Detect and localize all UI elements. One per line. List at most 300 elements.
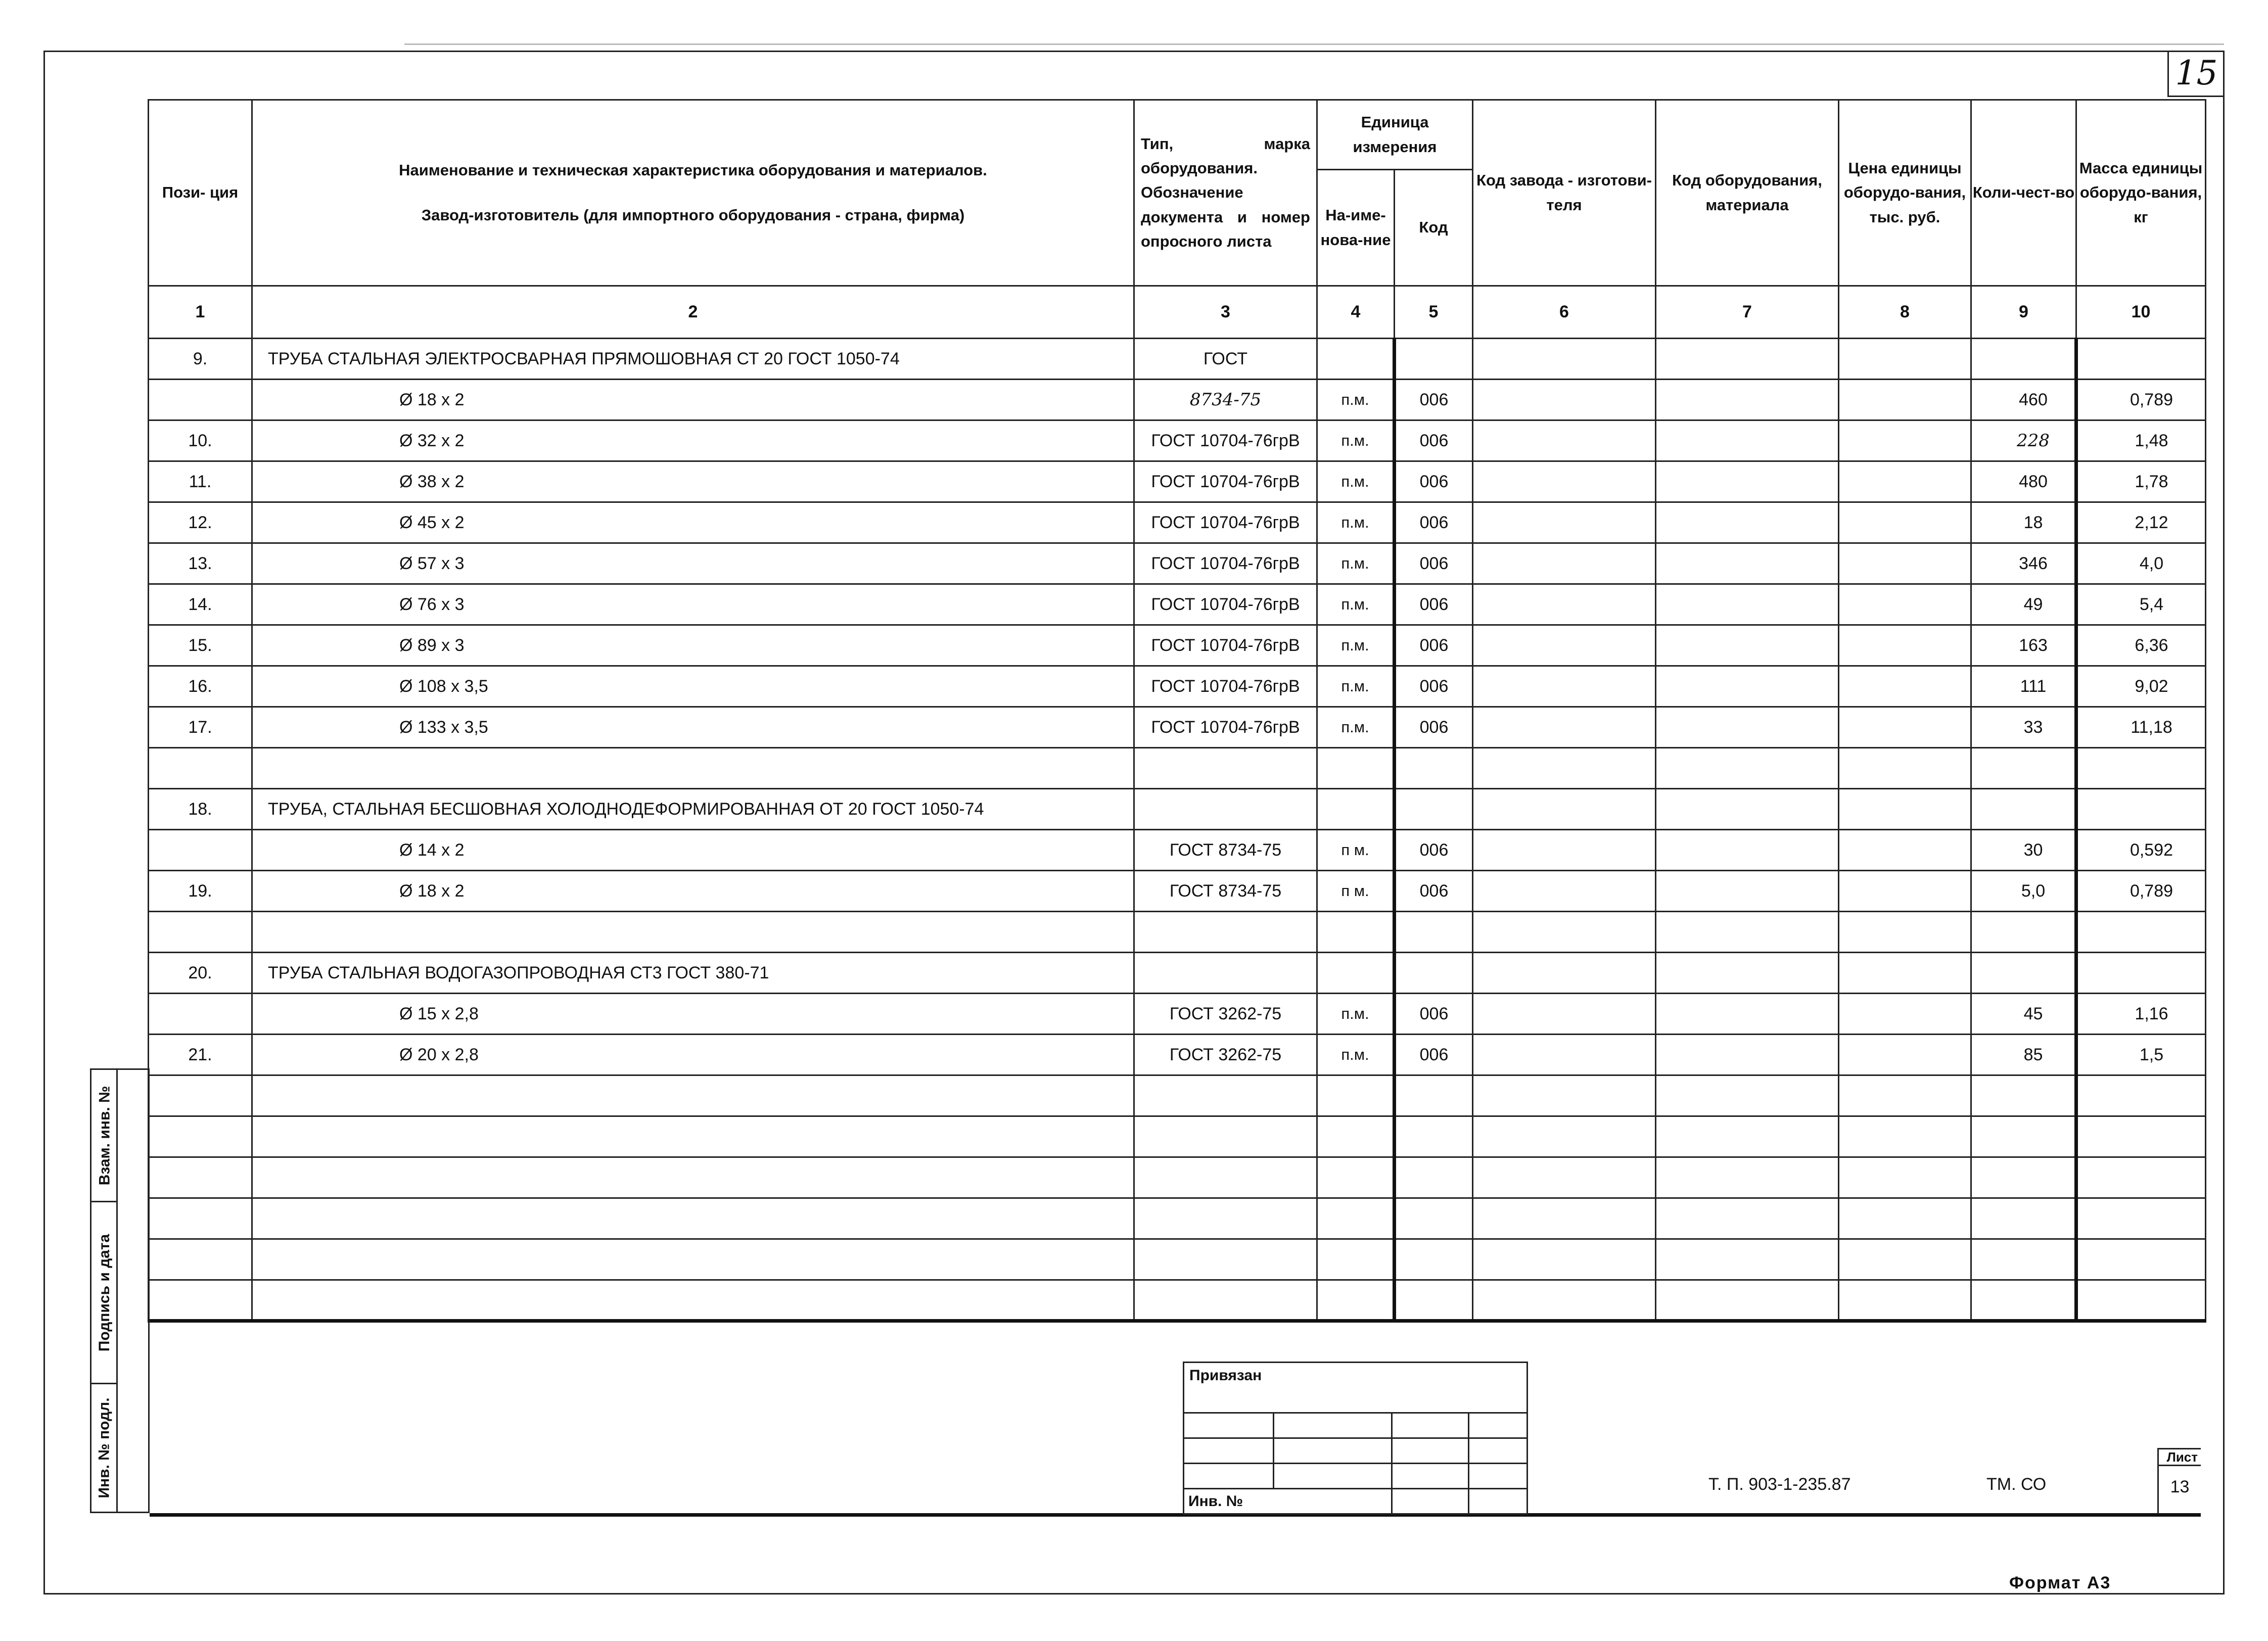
cell-c6 — [1473, 994, 1656, 1035]
cell-c6 — [1473, 339, 1656, 380]
cell-unit — [1317, 1239, 1395, 1280]
cell-mass: 1,5 — [2076, 1035, 2206, 1075]
cell-name: ТРУБА СТАЛЬНАЯ ЭЛЕКТРОСВАРНАЯ ПРЯМОШОВНАЯ СТ 20 ГОСТ 1050-74 — [252, 339, 1134, 380]
cell-type: ГОСТ 10704-76грВ — [1134, 461, 1317, 502]
cell-type: ГОСТ 3262-75 — [1134, 1035, 1317, 1075]
table-row — [149, 461, 2206, 502]
specification-rows — [149, 339, 2206, 1321]
cell-name — [252, 912, 1134, 953]
stamp-inv-label: Инв. № — [1184, 1489, 1392, 1514]
cell-qty — [1971, 789, 2076, 830]
cell-mass — [2076, 789, 2206, 830]
cell-code: 006 — [1395, 543, 1473, 584]
table-row — [149, 1075, 2206, 1116]
cell-c8 — [1839, 748, 1971, 789]
table-row — [149, 830, 2206, 871]
cell-unit: п.м. — [1317, 420, 1395, 461]
header-quantity: Коли-чест-во — [1971, 100, 2076, 286]
cell-unit: п.м. — [1317, 666, 1395, 707]
sheet-value: 13 — [2170, 1477, 2190, 1496]
cell-mass — [2076, 912, 2206, 953]
cell-code: 006 — [1395, 871, 1473, 912]
cell-pos — [149, 1198, 252, 1239]
cell-name: ТРУБА СТАЛЬНАЯ ВОДОГАЗОПРОВОДНАЯ СТ3 ГОСТ 380-71 — [252, 953, 1134, 994]
cell-mass: 0,592 — [2076, 830, 2206, 871]
cell-pos: 18. — [149, 789, 252, 830]
cell-code — [1395, 1280, 1473, 1321]
cell-code — [1395, 1116, 1473, 1157]
cell-code — [1395, 789, 1473, 830]
cell-name: Ø 45 x 2 — [252, 502, 1134, 543]
cell-type — [1134, 789, 1317, 830]
cell-c7 — [1656, 1035, 1839, 1075]
cell-qty — [1971, 953, 2076, 994]
stamp-linked-label: Привязан — [1184, 1363, 1528, 1413]
cell-qty: 5,0 — [1971, 871, 2076, 912]
cell-c8 — [1839, 420, 1971, 461]
cell-c7 — [1656, 1157, 1839, 1198]
cell-name: Ø 108 x 3,5 — [252, 666, 1134, 707]
cell-mass: 1,48 — [2076, 420, 2206, 461]
header-unit-code: Код — [1395, 170, 1473, 286]
cell-c7 — [1656, 543, 1839, 584]
cell-unit — [1317, 1116, 1395, 1157]
cell-name: Ø 15 x 2,8 — [252, 994, 1134, 1035]
cell-c8 — [1839, 1239, 1971, 1280]
cell-qty: 30 — [1971, 830, 2076, 871]
cell-qty — [1971, 912, 2076, 953]
cell-name — [252, 1116, 1134, 1157]
cell-c7 — [1656, 1280, 1839, 1321]
cell-name: Ø 32 x 2 — [252, 420, 1134, 461]
cell-mass — [2076, 339, 2206, 380]
cell-qty — [1971, 1239, 2076, 1280]
cell-type — [1134, 953, 1317, 994]
cell-c7 — [1656, 830, 1839, 871]
cell-code: 006 — [1395, 994, 1473, 1035]
cell-type: ГОСТ 10704-76грВ — [1134, 502, 1317, 543]
header-mass: Масса единицы оборудо-вания, кг — [2076, 100, 2206, 286]
table-row — [149, 666, 2206, 707]
cell-unit: п.м. — [1317, 707, 1395, 748]
cell-c8 — [1839, 994, 1971, 1035]
cell-code — [1395, 339, 1473, 380]
cell-mass — [2076, 748, 2206, 789]
col-number: 4 — [1317, 286, 1395, 339]
cell-type — [1134, 1280, 1317, 1321]
header-name-line2: Завод-изготовитель (для импортного оборудования - страна, фирма) — [421, 206, 965, 224]
cell-code: 006 — [1395, 584, 1473, 625]
side-label-replaced-inv: Взам. инв. № — [91, 1070, 118, 1202]
cell-c8 — [1839, 953, 1971, 994]
cell-unit: п м. — [1317, 871, 1395, 912]
cell-mass — [2076, 1198, 2206, 1239]
cell-name — [252, 1198, 1134, 1239]
cell-qty: 346 — [1971, 543, 2076, 584]
cell-unit — [1317, 1280, 1395, 1321]
header-unit-group: Единица измерения — [1317, 100, 1473, 170]
header-price: Цена единицы оборудо-вания, тыс. руб. — [1839, 100, 1971, 286]
cell-c7 — [1656, 1116, 1839, 1157]
side-label-column — [91, 1070, 118, 1512]
cell-c8 — [1839, 666, 1971, 707]
cell-type: ГОСТ 10704-76грВ — [1134, 666, 1317, 707]
table-row — [149, 953, 2206, 994]
cell-code: 006 — [1395, 502, 1473, 543]
cell-c7 — [1656, 666, 1839, 707]
cell-c7 — [1656, 502, 1839, 543]
cell-c6 — [1473, 461, 1656, 502]
cell-c6 — [1473, 789, 1656, 830]
cell-unit — [1317, 912, 1395, 953]
cell-code: 006 — [1395, 420, 1473, 461]
cell-code — [1395, 1198, 1473, 1239]
document-code: Т. П. 903-1-235.87 — [1708, 1475, 1851, 1494]
cell-c8 — [1839, 625, 1971, 666]
sheet-label: Лист — [2159, 1449, 2201, 1466]
cell-qty — [1971, 1198, 2076, 1239]
cell-unit: п.м. — [1317, 502, 1395, 543]
cell-qty: 228 — [1971, 420, 2076, 461]
cell-unit: п.м. — [1317, 1035, 1395, 1075]
cell-pos: 15. — [149, 625, 252, 666]
cell-c6 — [1473, 1035, 1656, 1075]
cell-c7 — [1656, 1198, 1839, 1239]
cell-c7 — [1656, 1075, 1839, 1116]
cell-c7 — [1656, 584, 1839, 625]
cell-c6 — [1473, 912, 1656, 953]
header-factory-code: Код завода - изготови-теля — [1473, 100, 1656, 286]
cell-type: ГОСТ 10704-76грВ — [1134, 584, 1317, 625]
cell-c7 — [1656, 871, 1839, 912]
col-number: 10 — [2076, 286, 2206, 339]
table-row — [149, 707, 2206, 748]
cell-type: ГОСТ 10704-76грВ — [1134, 543, 1317, 584]
col-number: 7 — [1656, 286, 1839, 339]
cell-c6 — [1473, 625, 1656, 666]
cell-pos — [149, 1075, 252, 1116]
cell-qty: 111 — [1971, 666, 2076, 707]
cell-c6 — [1473, 1157, 1656, 1198]
table-row — [149, 502, 2206, 543]
cell-c7 — [1656, 339, 1839, 380]
equipment-specification-table — [148, 99, 2206, 1323]
cell-unit: п.м. — [1317, 543, 1395, 584]
cell-c6 — [1473, 1198, 1656, 1239]
cell-c8 — [1839, 871, 1971, 912]
cell-pos — [149, 380, 252, 420]
cell-c8 — [1839, 1035, 1971, 1075]
cell-type: ГОСТ 8734-75 — [1134, 830, 1317, 871]
table-row — [149, 912, 2206, 953]
sheet-box — [2157, 1448, 2201, 1514]
cell-unit — [1317, 953, 1395, 994]
cell-c8 — [1839, 1280, 1971, 1321]
cell-mass — [2076, 953, 2206, 994]
col-number: 1 — [149, 286, 252, 339]
table-row — [149, 1280, 2206, 1321]
col-number: 6 — [1473, 286, 1656, 339]
cell-c7 — [1656, 953, 1839, 994]
cell-unit: п.м. — [1317, 625, 1395, 666]
cell-type — [1134, 1157, 1317, 1198]
cell-type — [1134, 1198, 1317, 1239]
cell-c6 — [1473, 543, 1656, 584]
cell-c8 — [1839, 1075, 1971, 1116]
cell-c6 — [1473, 1239, 1656, 1280]
cell-mass: 11,18 — [2076, 707, 2206, 748]
cell-mass — [2076, 1075, 2206, 1116]
cell-c8 — [1839, 543, 1971, 584]
cell-type: 8734-75 — [1134, 380, 1317, 420]
cell-c6 — [1473, 748, 1656, 789]
cell-unit — [1317, 339, 1395, 380]
table-row — [149, 1198, 2206, 1239]
header-equipment-code: Код оборудования, материала — [1656, 100, 1839, 286]
cell-c8 — [1839, 912, 1971, 953]
cell-code: 006 — [1395, 380, 1473, 420]
cell-qty: 163 — [1971, 625, 2076, 666]
col-number: 3 — [1134, 286, 1317, 339]
cell-mass — [2076, 1116, 2206, 1157]
cell-type: ГОСТ 10704-76грВ — [1134, 625, 1317, 666]
cell-c7 — [1656, 1239, 1839, 1280]
table-row — [149, 1116, 2206, 1157]
cell-pos: 9. — [149, 339, 252, 380]
cell-qty — [1971, 1075, 2076, 1116]
header-name — [252, 100, 1134, 286]
cell-c8 — [1839, 707, 1971, 748]
cell-code — [1395, 953, 1473, 994]
cell-c6 — [1473, 953, 1656, 994]
cell-qty — [1971, 1157, 2076, 1198]
cell-c7 — [1656, 912, 1839, 953]
cell-pos — [149, 830, 252, 871]
handwritten-sheet-number: 15 — [2167, 51, 2224, 97]
cell-c7 — [1656, 380, 1839, 420]
cell-code — [1395, 1239, 1473, 1280]
col-number: 9 — [1971, 286, 2076, 339]
cell-c6 — [1473, 1116, 1656, 1157]
cell-mass: 4,0 — [2076, 543, 2206, 584]
col-number: 8 — [1839, 286, 1971, 339]
table-row — [149, 1157, 2206, 1198]
cell-c8 — [1839, 461, 1971, 502]
cell-unit — [1317, 1157, 1395, 1198]
cell-name: Ø 133 x 3,5 — [252, 707, 1134, 748]
table-row — [149, 871, 2206, 912]
cell-code: 006 — [1395, 1035, 1473, 1075]
side-label-original-inv: Инв. № подл. — [96, 1397, 113, 1498]
cell-pos — [149, 1280, 252, 1321]
cell-c7 — [1656, 707, 1839, 748]
cell-name: ТРУБА, СТАЛЬНАЯ БЕСШОВНАЯ ХОЛОДНОДЕФОРМИРОВАННАЯ ОТ 20 ГОСТ 1050-74 — [252, 789, 1134, 830]
cell-mass: 0,789 — [2076, 871, 2206, 912]
cell-pos: 10. — [149, 420, 252, 461]
format-label: Формат А3 — [2009, 1573, 2111, 1592]
cell-pos: 17. — [149, 707, 252, 748]
cell-code — [1395, 912, 1473, 953]
cell-pos: 14. — [149, 584, 252, 625]
cell-type — [1134, 1116, 1317, 1157]
cell-unit: п.м. — [1317, 380, 1395, 420]
cell-code: 006 — [1395, 461, 1473, 502]
table-row — [149, 994, 2206, 1035]
cell-qty: 18 — [1971, 502, 2076, 543]
cell-mass: 9,02 — [2076, 666, 2206, 707]
cell-pos — [149, 994, 252, 1035]
cell-code: 006 — [1395, 707, 1473, 748]
cell-qty: 85 — [1971, 1035, 2076, 1075]
cell-type — [1134, 1075, 1317, 1116]
cell-unit: п.м. — [1317, 461, 1395, 502]
cell-code — [1395, 1075, 1473, 1116]
table-row — [149, 380, 2206, 420]
cell-unit: п.м. — [1317, 584, 1395, 625]
cell-name — [252, 1239, 1134, 1280]
cell-c8 — [1839, 789, 1971, 830]
cell-pos — [149, 912, 252, 953]
cell-qty: 49 — [1971, 584, 2076, 625]
cell-qty — [1971, 339, 2076, 380]
cell-type: ГОСТ 8734-75 — [1134, 871, 1317, 912]
table-row — [149, 584, 2206, 625]
cell-c8 — [1839, 1116, 1971, 1157]
cell-name: Ø 89 x 3 — [252, 625, 1134, 666]
cell-c6 — [1473, 666, 1656, 707]
cell-mass — [2076, 1280, 2206, 1321]
cell-name: Ø 14 x 2 — [252, 830, 1134, 871]
cell-type: ГОСТ 10704-76грВ — [1134, 707, 1317, 748]
cell-mass: 2,12 — [2076, 502, 2206, 543]
cell-qty: 33 — [1971, 707, 2076, 748]
cell-pos: 20. — [149, 953, 252, 994]
cell-mass: 5,4 — [2076, 584, 2206, 625]
cell-c6 — [1473, 871, 1656, 912]
header-type: Тип, марка оборудования. Обозначение документа и номер опросного листа — [1134, 100, 1317, 286]
cell-c7 — [1656, 420, 1839, 461]
cell-code: 006 — [1395, 666, 1473, 707]
cell-name: Ø 18 x 2 — [252, 871, 1134, 912]
cell-c7 — [1656, 994, 1839, 1035]
cell-pos: 19. — [149, 871, 252, 912]
cell-code: 006 — [1395, 625, 1473, 666]
top-edge-line — [404, 43, 2224, 45]
cell-mass — [2076, 1239, 2206, 1280]
cell-unit — [1317, 789, 1395, 830]
cell-c6 — [1473, 707, 1656, 748]
table-row — [149, 543, 2206, 584]
cell-name — [252, 1280, 1134, 1321]
cell-unit: п.м. — [1317, 994, 1395, 1035]
table-row — [149, 625, 2206, 666]
cell-unit: п м. — [1317, 830, 1395, 871]
cell-qty: 45 — [1971, 994, 2076, 1035]
cell-c8 — [1839, 584, 1971, 625]
cell-name — [252, 748, 1134, 789]
cell-c6 — [1473, 420, 1656, 461]
cell-mass: 1,16 — [2076, 994, 2206, 1035]
cell-mass: 1,78 — [2076, 461, 2206, 502]
cell-qty — [1971, 1280, 2076, 1321]
title-block-top-line — [150, 1513, 2201, 1517]
cell-name: Ø 20 x 2,8 — [252, 1035, 1134, 1075]
cell-name: Ø 18 x 2 — [252, 380, 1134, 420]
cell-pos — [149, 1116, 252, 1157]
cell-c7 — [1656, 748, 1839, 789]
cell-type: ГОСТ 10704-76грВ — [1134, 420, 1317, 461]
cell-pos — [149, 748, 252, 789]
header-name-line1: Наименование и техническая характеристика оборудования и материалов. — [399, 161, 987, 179]
cell-pos — [149, 1157, 252, 1198]
col-number: 2 — [252, 286, 1134, 339]
cell-mass: 6,36 — [2076, 625, 2206, 666]
cell-c8 — [1839, 502, 1971, 543]
header-unit-name: На-име-нова-ние — [1317, 170, 1395, 286]
cell-c8 — [1839, 380, 1971, 420]
cell-c7 — [1656, 461, 1839, 502]
table-row — [149, 339, 2206, 380]
cell-name: Ø 76 x 3 — [252, 584, 1134, 625]
cell-name — [252, 1075, 1134, 1116]
cell-unit — [1317, 748, 1395, 789]
cell-code — [1395, 1157, 1473, 1198]
cell-unit — [1317, 1075, 1395, 1116]
document-mark: ТМ. СО — [1986, 1475, 2047, 1494]
cell-mass — [2076, 1157, 2206, 1198]
cell-pos: 11. — [149, 461, 252, 502]
cell-type — [1134, 912, 1317, 953]
cell-pos: 12. — [149, 502, 252, 543]
cell-c6 — [1473, 380, 1656, 420]
cell-c6 — [1473, 502, 1656, 543]
cell-qty: 480 — [1971, 461, 2076, 502]
cell-pos — [149, 1239, 252, 1280]
side-label-signature-date: Подпись и дата — [91, 1202, 118, 1384]
table-row — [149, 1035, 2206, 1075]
cell-name: Ø 38 x 2 — [252, 461, 1134, 502]
table-row — [149, 420, 2206, 461]
linked-stamp — [1183, 1362, 1528, 1515]
cell-c6 — [1473, 1280, 1656, 1321]
cell-type: ГОСТ 3262-75 — [1134, 994, 1317, 1035]
cell-c6 — [1473, 830, 1656, 871]
cell-c6 — [1473, 1075, 1656, 1116]
cell-c8 — [1839, 339, 1971, 380]
cell-c6 — [1473, 584, 1656, 625]
cell-qty: 460 — [1971, 380, 2076, 420]
cell-name — [252, 1157, 1134, 1198]
side-signature-strip — [90, 1068, 150, 1513]
cell-type — [1134, 1239, 1317, 1280]
col-number: 5 — [1395, 286, 1473, 339]
table-row — [149, 748, 2206, 789]
cell-pos: 16. — [149, 666, 252, 707]
cell-c8 — [1839, 1157, 1971, 1198]
cell-c7 — [1656, 789, 1839, 830]
cell-c8 — [1839, 1198, 1971, 1239]
cell-qty — [1971, 748, 2076, 789]
cell-pos: 21. — [149, 1035, 252, 1075]
cell-type: ГОСТ — [1134, 339, 1317, 380]
cell-c7 — [1656, 625, 1839, 666]
cell-type — [1134, 748, 1317, 789]
cell-unit — [1317, 1198, 1395, 1239]
table-row — [149, 789, 2206, 830]
header-position: Пози- ция — [149, 100, 252, 286]
cell-c8 — [1839, 830, 1971, 871]
cell-qty — [1971, 1116, 2076, 1157]
